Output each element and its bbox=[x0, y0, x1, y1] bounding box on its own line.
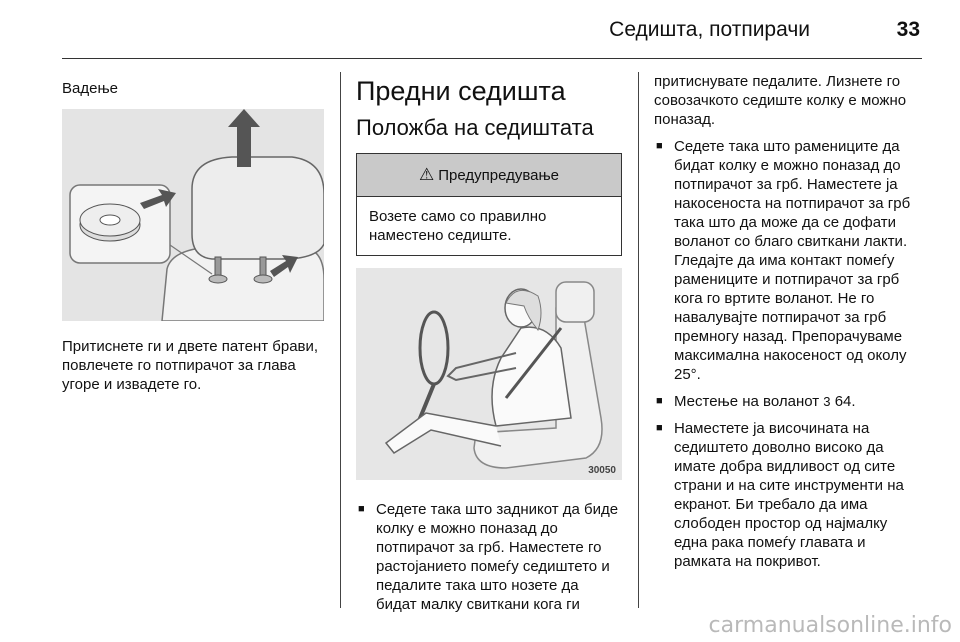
driver-seat-drawing bbox=[356, 268, 622, 480]
seat-bullet-list bbox=[356, 500, 622, 614]
warning-triangle-icon: ⚠ bbox=[418, 165, 435, 184]
right-column bbox=[654, 72, 924, 579]
figure-code: 30050 bbox=[588, 465, 616, 476]
list-item: ■ Седете така што задникот да биде колку е можно поназад до потпирачот за грб. Наместете го растојанието помеѓу седиштето и педалите така што нозете да бидат малку свиткани кога ги bbox=[356, 500, 622, 614]
adjustment-bullet-list bbox=[654, 137, 924, 571]
continued-text: притиснувате педалите. Лизнете го совозачкото седиште колку е можно поназад. bbox=[654, 73, 907, 128]
list-item: ■ Наместете ја височината на седиштето доволно високо да имате добра видливост од сите страни и на сите инструменти на екранот. Би требало да има слободен простор од најмалку една рака помеѓу главата и рамката на покривот. bbox=[654, 419, 924, 571]
warning-title: Предупредување bbox=[438, 166, 560, 184]
steering-text: Местење на воланот bbox=[674, 393, 824, 410]
page-reference[interactable]: 64. bbox=[830, 393, 856, 410]
headrest-removal-illustration bbox=[62, 109, 324, 321]
warning-header bbox=[357, 154, 621, 197]
section-title: Предни седишта bbox=[356, 76, 566, 106]
warning-text: Возете само со правилно наместено седиште. bbox=[369, 208, 547, 244]
page-number: 33 bbox=[896, 18, 920, 41]
column-divider-left bbox=[340, 72, 341, 608]
list-item-steering bbox=[654, 392, 924, 411]
column-divider-right bbox=[638, 72, 639, 608]
header-rule bbox=[62, 58, 922, 59]
left-column bbox=[62, 72, 324, 394]
page-reference-icon[interactable]: 3 bbox=[823, 394, 831, 409]
headrest-drawing bbox=[62, 109, 324, 321]
removal-heading: Вадење bbox=[62, 80, 118, 97]
watermark: carmanualsonline.info bbox=[708, 613, 952, 638]
removal-instructions: Притиснете ги и двете патент брави, повлечете го потпирачот за глава угоре и извадете го. bbox=[62, 338, 319, 393]
middle-column bbox=[356, 72, 622, 622]
subsection-title: Положба на седиштата bbox=[356, 115, 594, 140]
header-title: Седишта, потпирачи bbox=[609, 18, 810, 41]
seating-position-illustration bbox=[356, 268, 622, 480]
list-item: ■ Седете така што рамениците да бидат колку е можно поназад до потпирачот за грб. Наместете ја накосеноста на потпирачот за грб така што да може да се дофати воланот со благо свиткани лакти. Гледајте да има контакт помеѓу рамениците и потпирачот за грб кога го вртите воланот. Не го навалувајте потпирачот за грб премногу назад. Препорачуваме максимална накосеност од околу 25°. bbox=[654, 137, 924, 384]
warning-box bbox=[356, 153, 622, 256]
